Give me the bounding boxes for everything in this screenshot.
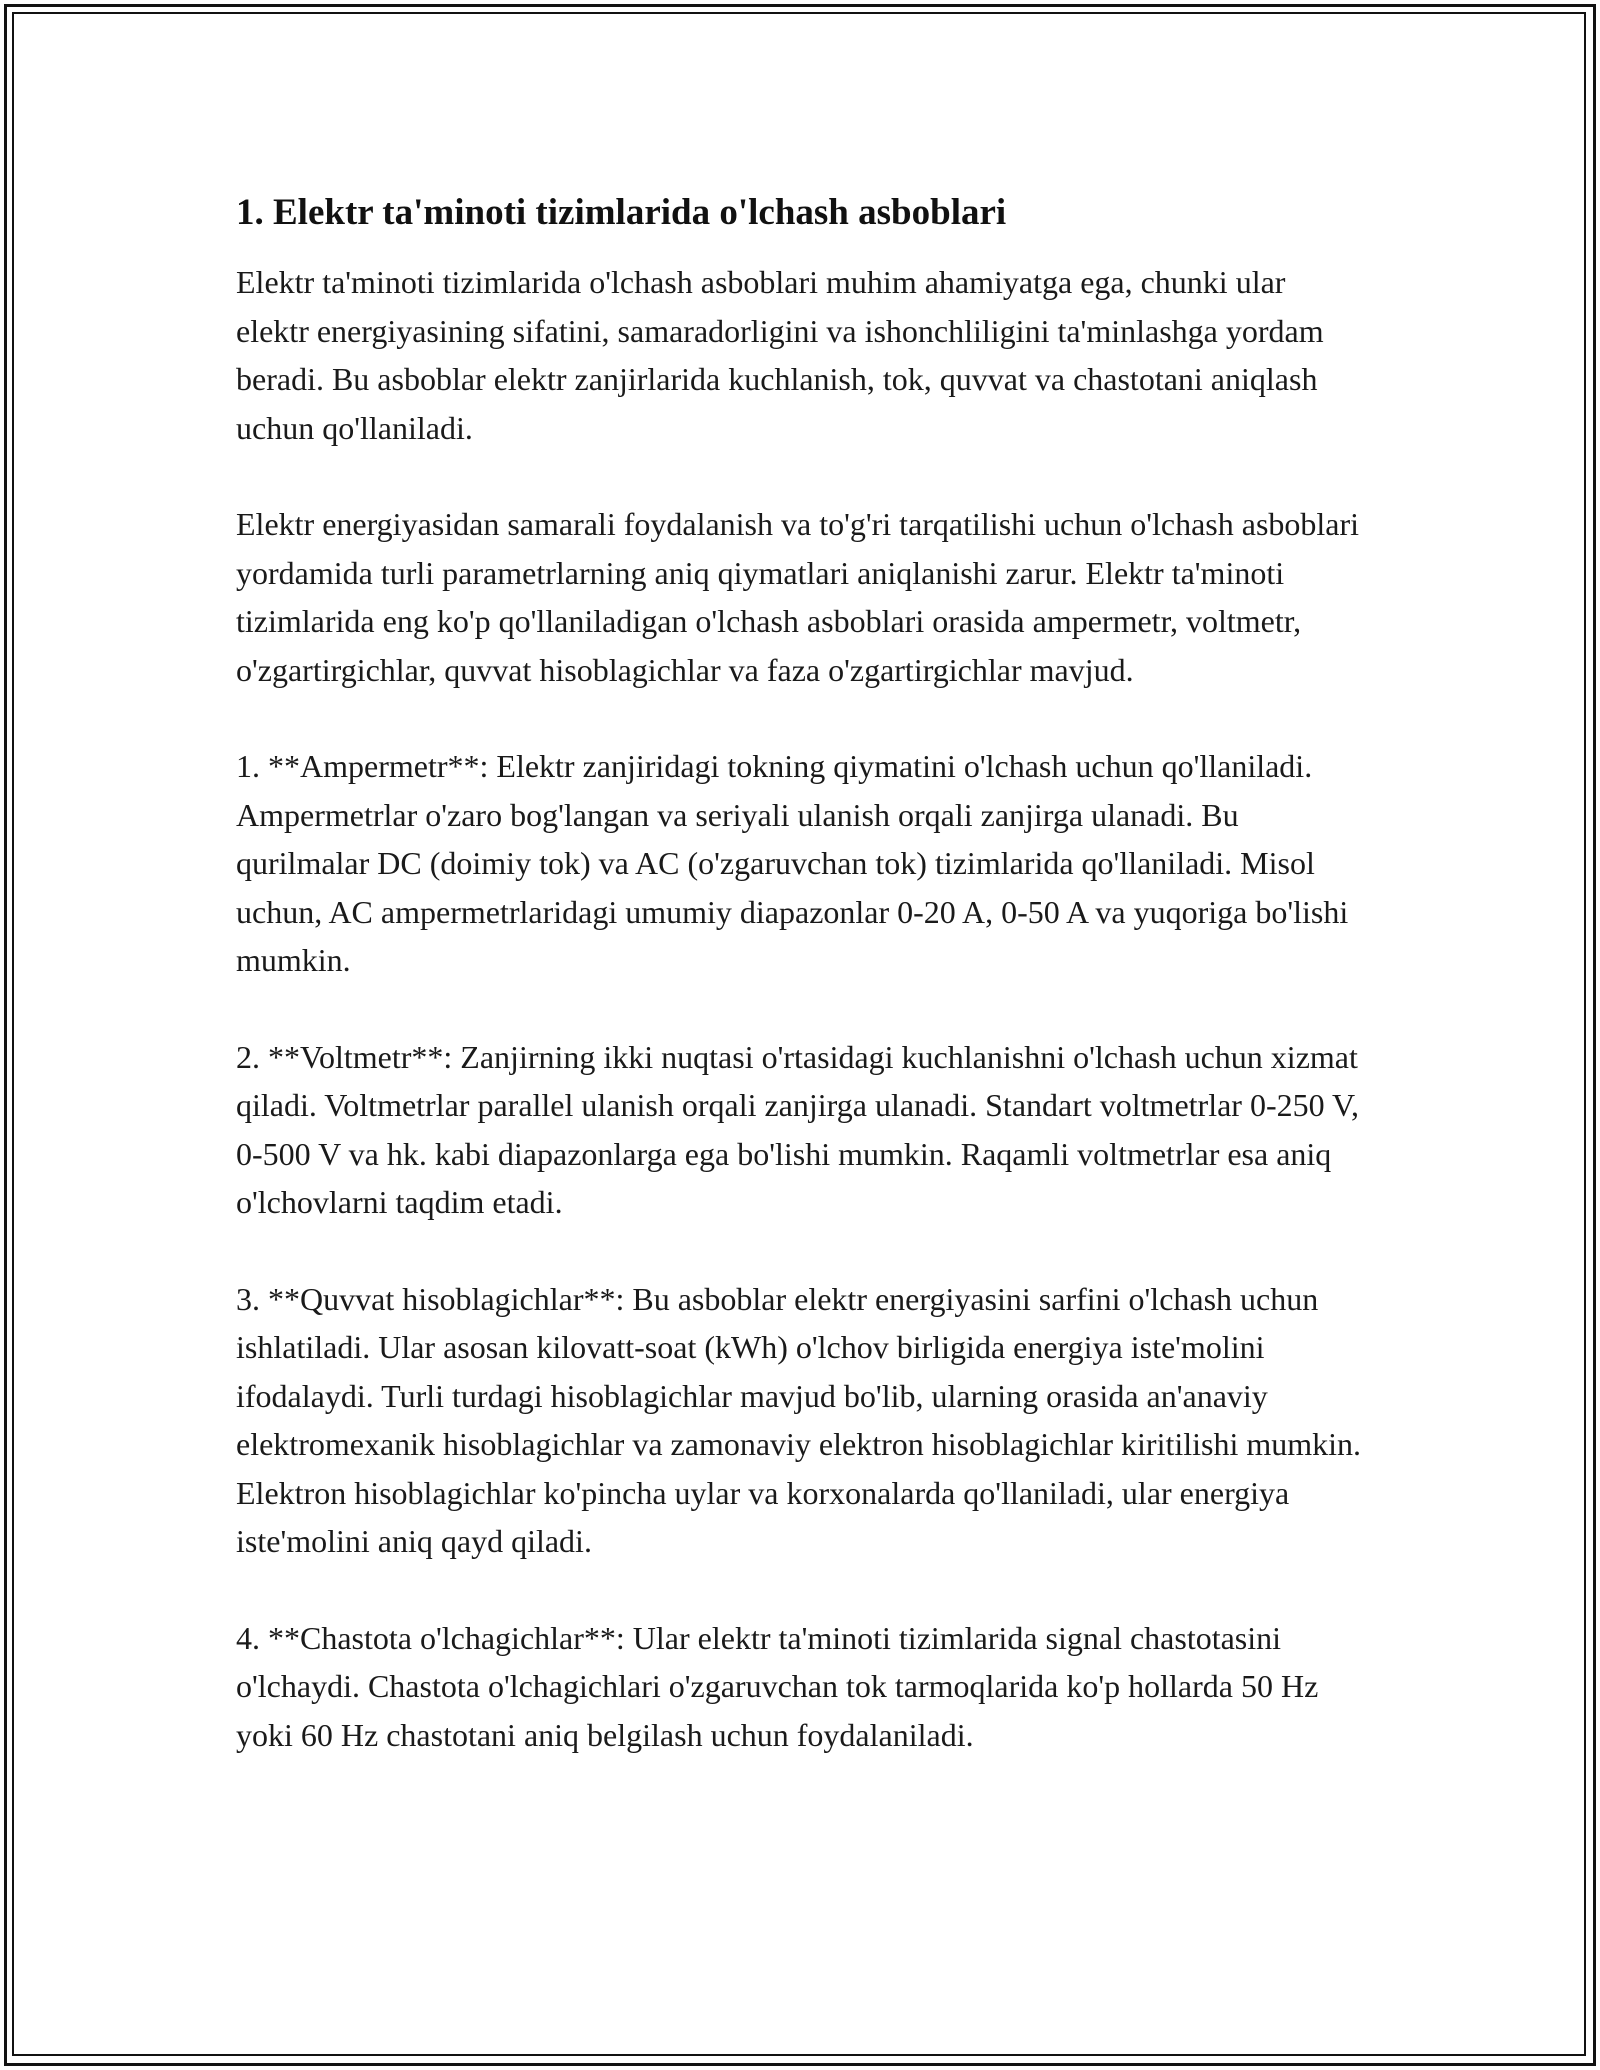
intro-paragraph: Elektr ta'minoti tizimlarida o'lchash asboblari muhim ahamiyatga ega, chunki ular elektr energiyasining sifatini, samaradorligini va ishonchliligini ta'minlashga yordam beradi. Bu asboblar elektr zanjirlarida kuchlanish, tok, quvvat va chastotani aniqlash uchun qo'llaniladi. <box>236 264 1324 446</box>
voltmeter-paragraph: 2. **Voltmetr**: Zanjirning ikki nuqtasi o'rtasidagi kuchlanishni o'lchash uchun xizmat qiladi. Voltmetrlar parallel ulanish orqali zanjirga ulanadi. Standart voltmetrlar 0-250 V, 0-500 V va hk. kabi diapazonlarga ega bo'lishi mumkin. Raqamli voltmetrlar esa aniq o'lchovlarni taqdim etadi. <box>236 1038 1359 1220</box>
frequency-meter-paragraph: 4. **Chastota o'lchagichlar**: Ular elektr ta'minoti tizimlarida signal chastotasini o'lchaydi. Chastota o'lchagichlari o'zgaruvchan tok tarmoqlarida ko'p hollarda 50 Hz yoki 60 Hz chastotani aniq belgilash uchun foydalaniladi. <box>236 1619 1319 1753</box>
ammeter-paragraph: 1. **Ampermetr**: Elektr zanjiridagi tokning qiymatini o'lchash uchun qo'llaniladi. Ampermetrlar o'zaro bog'langan va seriyali ulanish orqali zanjirga ulanadi. Bu qurilmalar DC (doimiy tok) va AC (o'zgaruvchan tok) tizimlarida qo'llaniladi. Misol uchun, AC ampermetrlaridagi umumiy diapazonlar 0-20 A, 0-50 A va yuqoriga bo'lishi mumkin. <box>236 748 1349 978</box>
power-meter-paragraph: 3. **Quvvat hisoblagichlar**: Bu asboblar elektr energiyasini sarfini o'lchash uchun ishlatiladi. Ular asosan kilovatt-soat (kWh) o'lchov birligida energiya iste'molini ifodalaydi. Turli turdagi hisoblagichlar mavjud bo'lib, ularning orasida an'anaviy elektromexanik hisoblagichlar va zamonaviy elektron hisoblagichlar kiritilishi mumkin. Elektron hisoblagichlar ko'pincha uylar va korxonalarda qo'llaniladi, ular energiya iste'molini aniq qayd qiladi. <box>236 1280 1362 1559</box>
overview-paragraph: Elektr energiyasidan samarali foydalanish va to'g'ri tarqatilishi uchun o'lchash asboblari yordamida turli parametrlarning aniq qiymatlari aniqlanishi zarur. Elektr ta'minoti tizimlarida eng ko'p qo'llaniladigan o'lchash asboblari orasida ampermetr, voltmetr, o'zgartirgichlar, quvvat hisoblagichlar va faza o'zgartirgichlar mavjud. <box>236 506 1360 688</box>
section-heading: 1. Elektr ta'minoti tizimlarida o'lchash asboblari <box>236 192 1007 233</box>
document-body <box>236 186 1366 1807</box>
